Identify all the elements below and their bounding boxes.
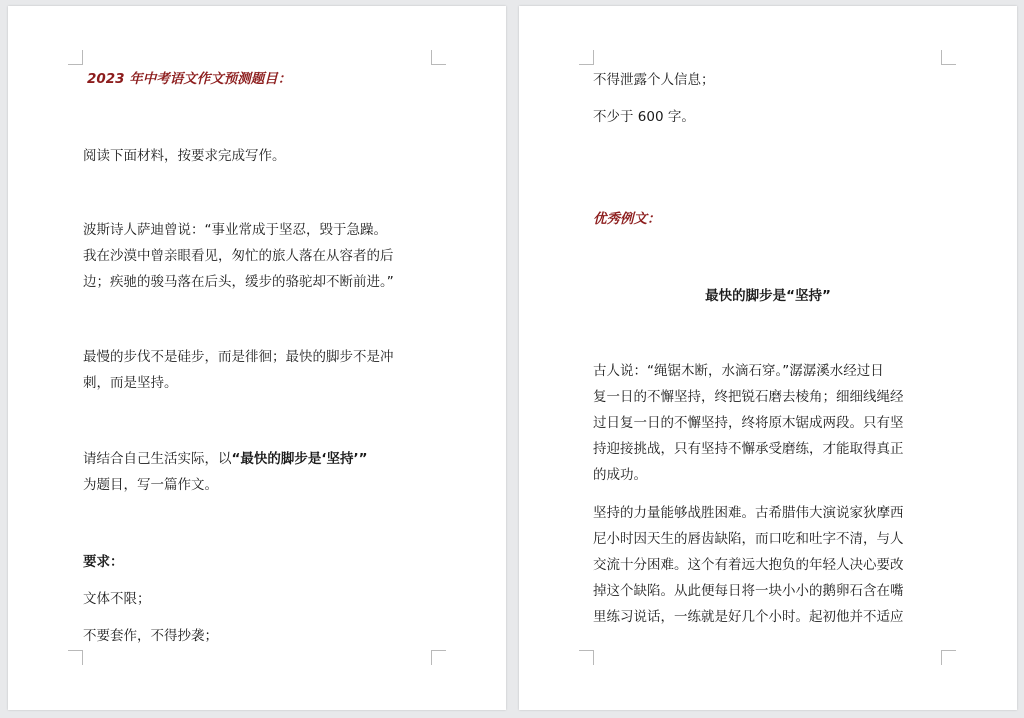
margin-corner-bottom-right [941,650,956,665]
margin-corner-bottom-right [431,650,446,665]
essay-title: 最快的脚步是“坚持” [705,288,831,304]
requirement-item: 文体不限； [83,591,151,607]
margin-corner-bottom-left [68,650,83,665]
essay-line: 古人说：“绳锯木断，水滴石穿。”潺潺溪水经过日 [593,363,884,379]
essay-line: 交流十分困难。这个有着远大抱负的年轻人决心要改 [593,557,904,573]
material-line: 刺，而是坚持。 [83,375,178,391]
requirement-item: 不要套作，不得抄袭； [83,628,218,644]
requirement-item: 不得泄露个人信息； [593,72,715,88]
requirement-item: 不少于 600 字。 [593,109,695,125]
essay-line: 坚持的力量能够战胜困难。古希腊伟大演说家狄摩西 [593,505,904,521]
quote-line: 波斯诗人萨迪曾说：“事业常成于坚忍，毁于急躁。 [83,222,387,238]
margin-corner-top-right [431,50,446,65]
example-heading: 优秀例文： [593,211,661,227]
task-title: “最快的脚步是‘坚持’” [231,451,368,467]
task-suffix: 为题目，写一篇作文。 [83,477,218,493]
document-page-1 [8,6,506,710]
prompt-heading: 2023 年中考语文作文预测题目： [87,71,292,87]
task-line [83,449,368,469]
margin-corner-top-right [941,50,956,65]
essay-line: 里练习说话，一练就是好几个小时。起初他并不适应 [593,609,904,625]
essay-line: 持迎接挑战，只有坚持不懈承受磨练，才能取得真正 [593,441,904,457]
margin-corner-top-left [579,50,594,65]
material-line: 最慢的步伐不是硅步，而是徘徊；最快的脚步不是冲 [83,349,394,365]
margin-corner-top-left [68,50,83,65]
essay-line: 过日复一日的不懈坚持，终将原木锯成两段。只有坚 [593,415,904,431]
essay-line: 掉这个缺陷。从此便每日将一块小小的鹅卵石含在嘴 [593,583,904,599]
essay-line: 复一日的不懈坚持，终把锐石磨去棱角；细细线绳经 [593,389,904,405]
intro-line: 阅读下面材料，按要求完成写作。 [83,148,286,164]
quote-line: 边；疾驰的骏马落在后头，缓步的骆驼却不断前进。” [83,274,394,290]
task-prefix: 请结合自己生活实际，以 [83,451,232,467]
essay-line: 的成功。 [593,467,647,483]
essay-line: 尼小时因天生的唇齿缺陷，而口吃和吐字不清，与人 [593,531,904,547]
document-page-2 [519,6,1017,710]
margin-corner-bottom-left [579,650,594,665]
requirements-label: 要求： [83,554,124,570]
quote-line: 我在沙漠中曾亲眼看见，匆忙的旅人落在从容者的后 [83,248,394,264]
